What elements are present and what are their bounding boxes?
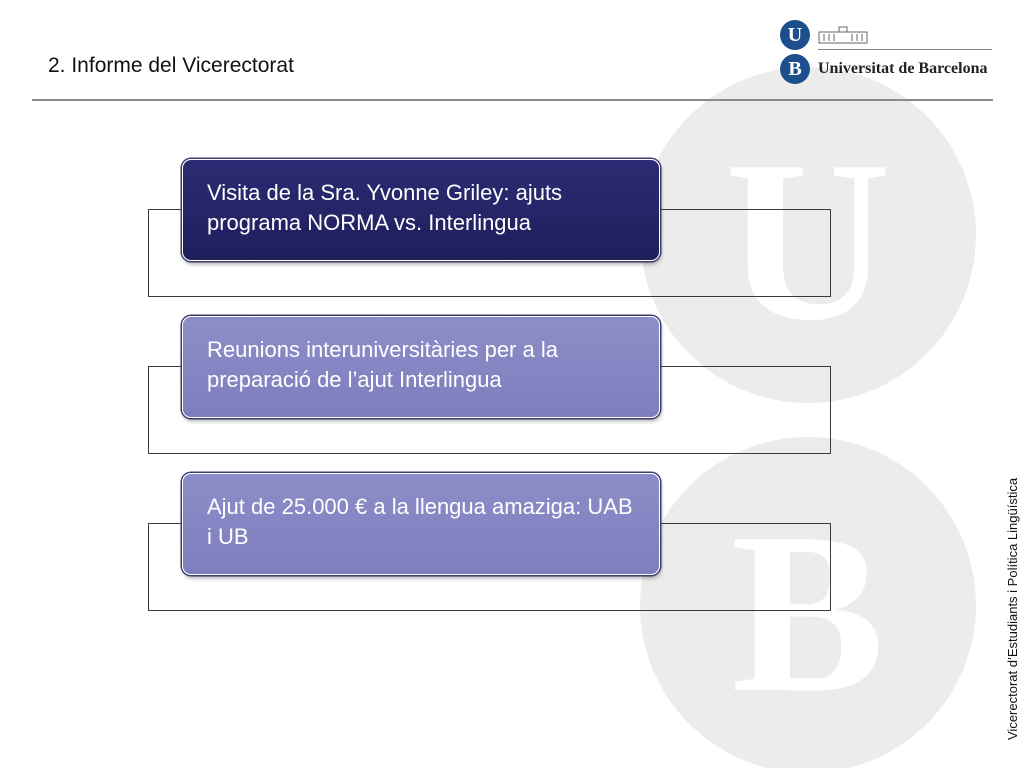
university-logo	[780, 18, 994, 84]
sidebar-vertical-label: Vicerectorat d’Estudiants i Política Lingüística	[1005, 477, 1020, 740]
title-divider	[32, 99, 993, 101]
diagram-card-1	[182, 159, 660, 261]
diagram-card-3	[182, 473, 660, 575]
logo-university-name: Universitat de Barcelona	[818, 60, 988, 77]
logo-badge-u: U	[780, 20, 810, 50]
slide-title: 2. Informe del Vicerectorat	[48, 54, 294, 77]
diagram-card-1-text: Visita de la Sra. Yvonne Griley: ajuts programa NORMA vs. Interlingua	[207, 180, 563, 235]
logo-rule	[818, 49, 992, 50]
diagram-card-2	[182, 316, 660, 418]
watermark-letter-u: U	[724, 113, 892, 368]
diagram-card-3-text: Ajut de 25.000 € a la llengua amaziga: UAB i UB	[207, 494, 633, 549]
watermark-letter-b: B	[731, 485, 885, 740]
building-icon	[818, 26, 868, 44]
logo-badge-b: B	[780, 54, 810, 84]
diagram-card-2-text: Reunions interuniversitàries per a la preparació de l’ajut Interlingua	[207, 337, 558, 392]
